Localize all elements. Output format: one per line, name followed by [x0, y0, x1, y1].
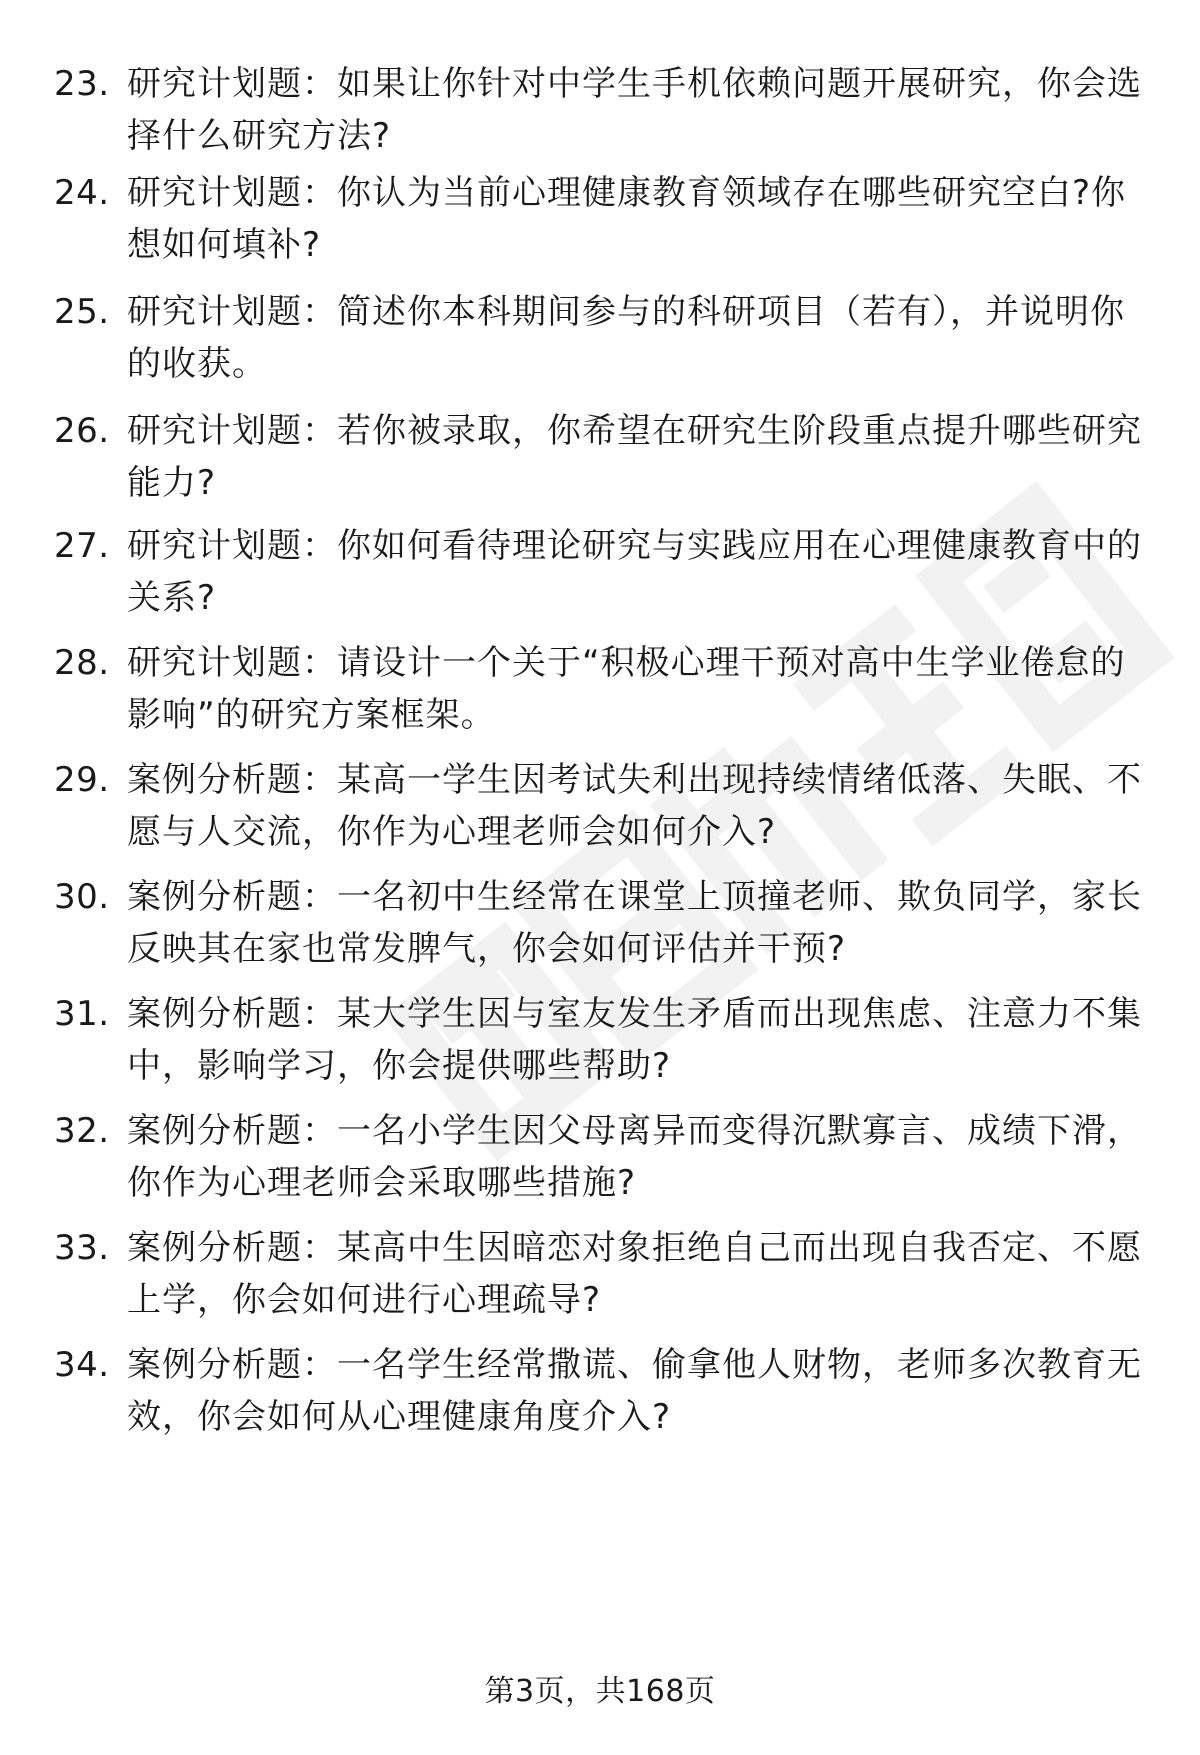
question-item — [0, 520, 1200, 620]
question-text: 案例分析题：一名小学生因父母离异而变得沉默寡言、成绩下滑，你作为心理老师会采取哪些措施? — [127, 1111, 1142, 1203]
question-text: 案例分析题：某大学生因与室友发生矛盾而出现焦虑、注意力不集中，影响学习，你会提供哪些帮助? — [127, 994, 1142, 1086]
question-number: 24. — [54, 173, 110, 213]
question-number: 29. — [54, 760, 110, 800]
question-item — [0, 871, 1200, 971]
question-number: 33. — [54, 1228, 110, 1268]
question-number: 34. — [54, 1345, 110, 1385]
question-item — [0, 1222, 1200, 1322]
question-item — [0, 167, 1200, 267]
question-item — [0, 405, 1200, 505]
page-number-footer: 第3页，共168页 — [484, 1674, 716, 1709]
question-item — [0, 286, 1200, 386]
question-number: 27. — [54, 526, 110, 566]
question-item — [0, 58, 1200, 158]
question-number: 26. — [54, 411, 110, 451]
question-text: 案例分析题：某高一学生因考试失利出现持续情绪低落、失眠、不愿与人交流，你作为心理老师会如何介入? — [127, 760, 1142, 852]
question-item — [0, 1339, 1200, 1439]
question-text: 研究计划题：你认为当前心理健康教育领域存在哪些研究空白?你想如何填补? — [127, 173, 1127, 265]
question-number: 31. — [54, 994, 110, 1034]
question-number: 30. — [54, 877, 110, 917]
question-text: 案例分析题：一名学生经常撒谎、偷拿他人财物，老师多次教育无效，你会如何从心理健康角度介入? — [127, 1345, 1142, 1437]
question-number: 32. — [54, 1111, 110, 1151]
question-text: 研究计划题：你如何看待理论研究与实践应用在心理健康教育中的关系? — [127, 526, 1142, 618]
question-text: 研究计划题：如果让你针对中学生手机依赖问题开展研究，你会选择什么研究方法? — [127, 64, 1142, 156]
question-text: 研究计划题：请设计一个关于“积极心理干预对高中生学业倦怠的影响”的研究方案框架。 — [127, 643, 1126, 735]
question-text: 案例分析题：一名初中生经常在课堂上顶撞老师、欺负同学，家长反映其在家也常发脾气，你会如何评估并干预? — [127, 877, 1142, 969]
question-item — [0, 637, 1200, 737]
question-number: 23. — [54, 64, 110, 104]
question-item — [0, 754, 1200, 854]
question-number: 28. — [54, 643, 110, 683]
question-text: 研究计划题：简述你本科期间参与的科研项目（若有），并说明你的收获。 — [127, 292, 1125, 384]
question-item — [0, 1105, 1200, 1205]
question-item — [0, 988, 1200, 1088]
question-text: 案例分析题：某高中生因暗恋对象拒绝自己而出现自我否定、不愿上学，你会如何进行心理疏导? — [127, 1228, 1142, 1320]
question-number: 25. — [54, 292, 110, 332]
question-text: 研究计划题：若你被录取，你希望在研究生阶段重点提升哪些研究能力? — [127, 411, 1142, 503]
